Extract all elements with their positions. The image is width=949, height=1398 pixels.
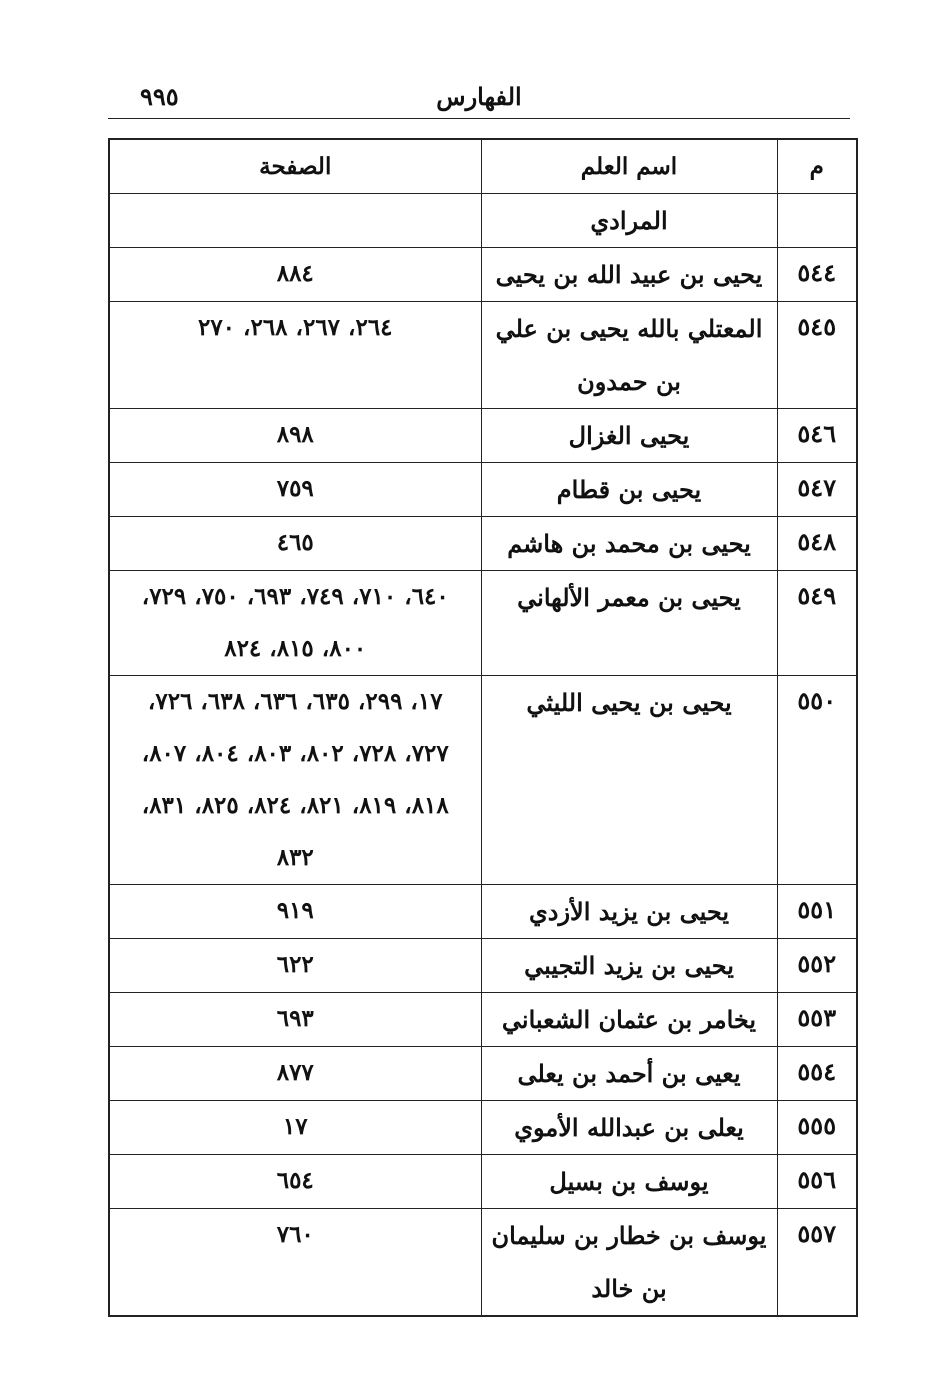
person-name: يحيى بن محمد بن هاشم: [481, 517, 777, 571]
person-name: يعيى بن أحمد بن يعلى: [481, 1047, 777, 1101]
row-number: ٥٥٢: [777, 939, 857, 993]
table-row: [109, 993, 857, 1047]
table-row: [109, 1209, 857, 1317]
page-references: ٨٩٨: [109, 409, 481, 463]
page-title: الفهارس: [436, 82, 522, 111]
table-row: [109, 1101, 857, 1155]
page-references: ٦٩٣: [109, 993, 481, 1047]
column-header-num: م: [777, 139, 857, 194]
table-row: [109, 302, 857, 409]
page-references: ٨٧٧: [109, 1047, 481, 1101]
person-name: يحيى الغزال: [481, 409, 777, 463]
table-row: [109, 571, 857, 676]
row-number: ٥٤٩: [777, 571, 857, 676]
person-name: المعتلي بالله يحيى بن علي بن حمدون: [481, 302, 777, 409]
table-row: [109, 463, 857, 517]
person-name: يوسف بن خطار بن سليمان بن خالد: [481, 1209, 777, 1317]
person-name: يحيى بن عبيد الله بن يحيى: [481, 248, 777, 302]
page-references: ٧٥٩: [109, 463, 481, 517]
page-references: ١٧: [109, 1101, 481, 1155]
page-references: ٨٨٤: [109, 248, 481, 302]
page-references: ٦٥٤: [109, 1155, 481, 1209]
table-row: [109, 939, 857, 993]
person-name: يوسف بن بسيل: [481, 1155, 777, 1209]
page-references: [109, 194, 481, 248]
row-number: ٥٤٤: [777, 248, 857, 302]
page-references: ٦٢٢: [109, 939, 481, 993]
page-references: ١٧، ٢٩٩، ٦٣٥، ٦٣٦، ٦٣٨، ٧٢٦، ٧٢٧، ٧٢٨، ٨٠٢، ٨٠٣، ٨٠٤، ٨٠٧، ٨١٨، ٨١٩، ٨٢١، ٨٢٤، ٨٢٥، ٨٣١، ٨٣٢: [109, 676, 481, 885]
table-row: [109, 885, 857, 939]
row-number: ٥٥٣: [777, 993, 857, 1047]
page-references: ٢٦٤، ٢٦٧، ٢٦٨، ٢٧٠: [109, 302, 481, 409]
row-number: ٥٤٥: [777, 302, 857, 409]
table-row: [109, 517, 857, 571]
person-name: يحيى بن يزيد الأزدي: [481, 885, 777, 939]
row-number: ٥٥٧: [777, 1209, 857, 1317]
person-name: المرادي: [481, 194, 777, 248]
column-header-pages: الصفحة: [109, 139, 481, 194]
page-references: ٧٦٠: [109, 1209, 481, 1317]
page-references: ٤٦٥: [109, 517, 481, 571]
table-row: [109, 409, 857, 463]
table-row: [109, 248, 857, 302]
row-number: ٥٤٨: [777, 517, 857, 571]
page-references: ٩١٩: [109, 885, 481, 939]
table-row: [109, 676, 857, 885]
page-header: [108, 78, 850, 119]
index-table: [108, 138, 858, 1317]
row-number: [777, 194, 857, 248]
column-header-name: اسم العلم: [481, 139, 777, 194]
page-references: ٦٤٠، ٧١٠، ٧٤٩، ٦٩٣، ٧٥٠، ٧٢٩، ٨٠٠، ٨١٥، ٨٢٤: [109, 571, 481, 676]
person-name: يخامر بن عثمان الشعباني: [481, 993, 777, 1047]
person-name: يحيى بن قطام: [481, 463, 777, 517]
row-number: ٥٥٥: [777, 1101, 857, 1155]
person-name: يحيى بن معمر الألهاني: [481, 571, 777, 676]
row-number: ٥٤٧: [777, 463, 857, 517]
person-name: يعلى بن عبدالله الأموي: [481, 1101, 777, 1155]
table-body: [109, 194, 857, 1317]
table-row: [109, 194, 857, 248]
row-number: ٥٥٠: [777, 676, 857, 885]
row-number: ٥٥٤: [777, 1047, 857, 1101]
row-number: ٥٥١: [777, 885, 857, 939]
row-number: ٥٥٦: [777, 1155, 857, 1209]
person-name: يحيى بن يحيى الليثي: [481, 676, 777, 885]
person-name: يحيى بن يزيد التجيبي: [481, 939, 777, 993]
page-number: ٩٩٥: [140, 82, 179, 111]
table-header-row: [109, 139, 857, 194]
row-number: ٥٤٦: [777, 409, 857, 463]
table-row: [109, 1155, 857, 1209]
table-row: [109, 1047, 857, 1101]
